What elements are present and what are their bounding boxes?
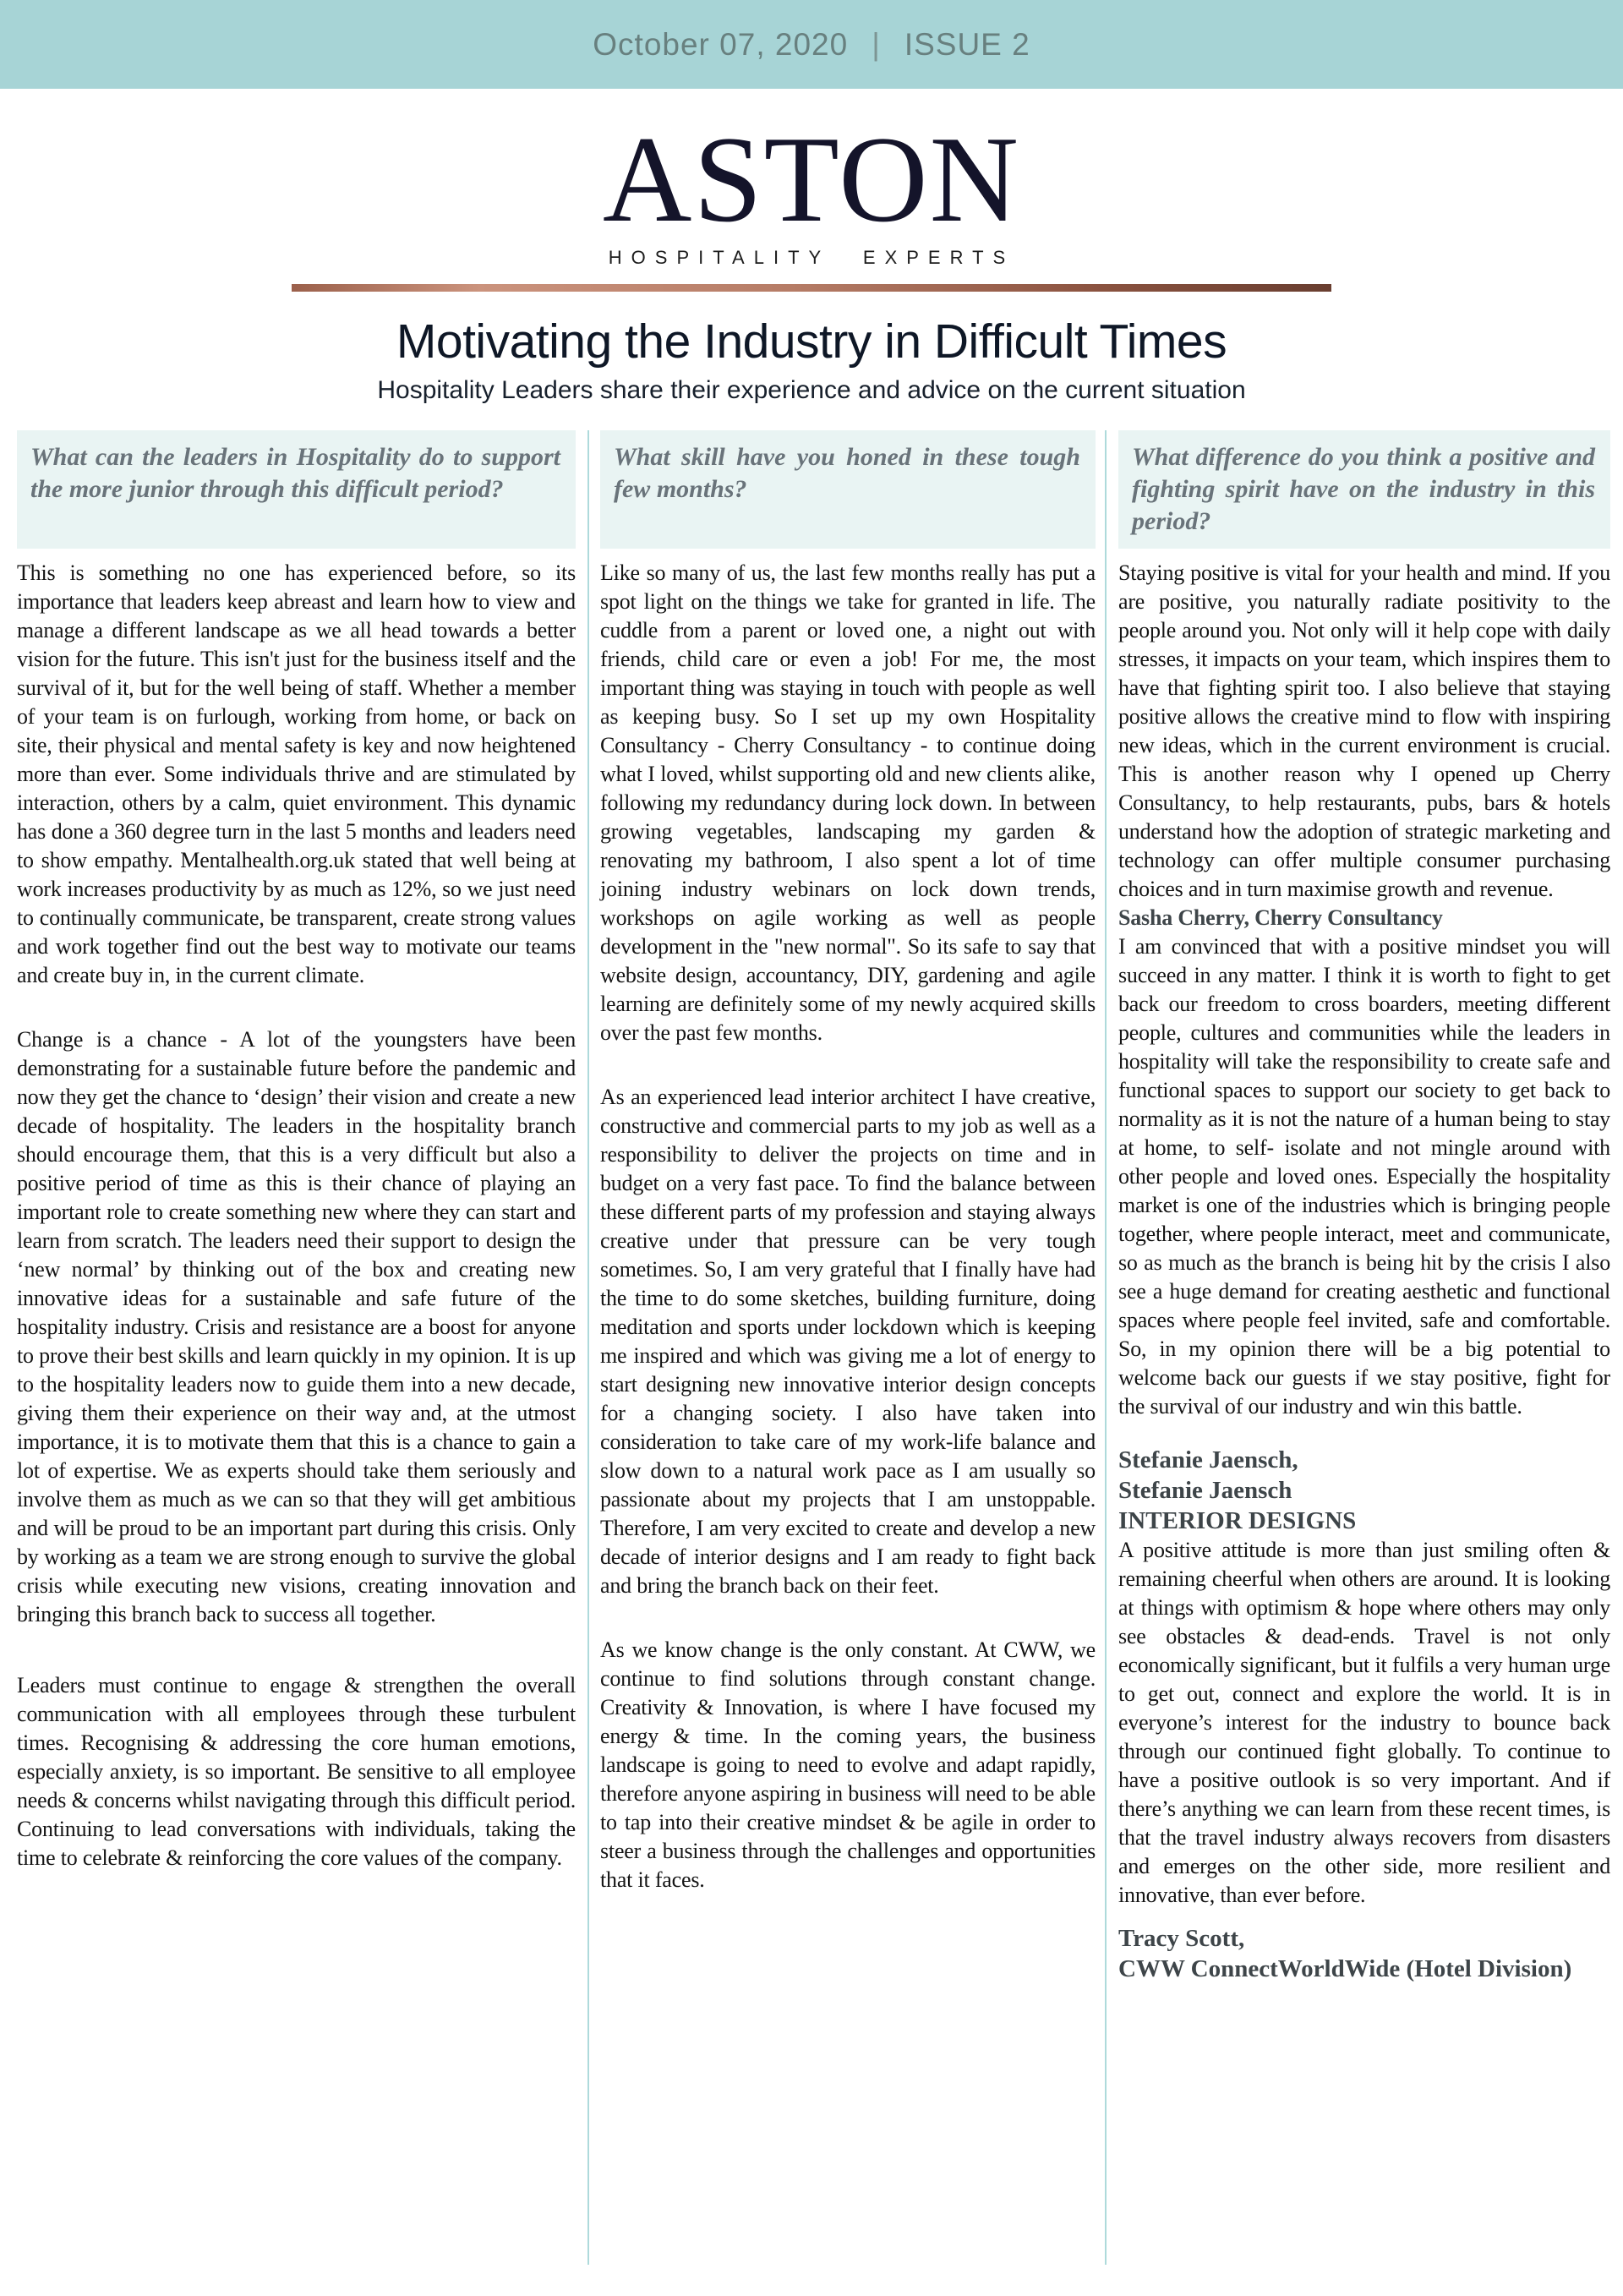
issue-banner (0, 0, 1623, 89)
column-1-paragraph-2: Change is a chance - A lot of the youngsters have been demonstrating for a sustainable future before the pandemic and now they get the chance to ‘design’ their vision and create a new decade of hospitality. The leaders in the hospitality branch should encourage them, that this is a very difficult but also a positive period of time as this is their chance of playing an important role to create something new where they can start and learn from scratch. The leaders need their support to design the ‘new normal’ by thinking out of the box and creating new innovative ideas for a sustainable and safe future of the hospitality industry. Crisis and resistance are a boost for anyone to prove their best skills and learn quickly in my opinion. It is up to the hospitality leaders now to guide them into a new decade, giving them their experience on their way and, at the utmost importance, it is to motivate them that this is a chance to gain a lot of expertise. We as experts should take them seriously and involve them as much as we can so that they will get ambitious and will be proud to be an important part during this crisis. Only by working as a team we are strong enough to survive the global crisis while executing new visions, creating innovation and bringing this branch back to success all together. (17, 1026, 576, 1626)
column-2-paragraph-1: Like so many of us, the last few months really has put a spot light on the things we take for granted in life. The cuddle from a parent or loved one, a night out with friends, child care or even a job! For me, the most important thing was staying in touch with people as well as keeping busy. So I set up my own Hospitality Consultancy - Cherry Consultancy - to continue doing what I loved, whilst supporting old and new clients alike, following my redundancy during lock down. In between growing vegetables, landscaping my garden & renovating my bathroom, I also spent a lot of time joining industry webinars on lock down trends, workshops on agile working as well as people development in the "new normal". So its safe to say that website design, accountancy, DIY, gardening and agile learning are definitely some of my newly acquired skills over the past few months. (600, 560, 1096, 1045)
column-1-body (17, 549, 576, 1872)
attribution-line: Tracy Scott, (1118, 1924, 1245, 1952)
aston-logo (0, 111, 1623, 269)
column-1-paragraph-1: This is something no one has experienced before, so its importance that leaders keep abreast and learn how to view and manage a different landscape as we all head towards a better vision for the future. This isn't just for the business itself and the survival of it, but for the well being of staff. Whether a member of your team is on furlough, working from home, or back on site, their physical and mental safety is key and now heightened more than ever. Some individuals thrive and are stimulated by interaction, others by a calm, quiet environment. This dynamic has done a 360 degree turn in the last 5 months and leaders need to show empathy. Mentalhealth.org.uk stated that well being at work increases productivity by as much as 12%, so we just need to continually communicate, be transparent, create strong values and work together find out the best way to motivate our teams and create buy in, in the current climate. (17, 560, 576, 987)
column-2-paragraph-2: As an experienced lead interior architect I have creative, constructive and commercial parts to my job as well as a responsibility to deliver the projects on time and in budget on a very fast pace. To find the balance between these different parts of my profession and staying always creative under that pressure can be very tough sometimes. So, I am very grateful that I finally have had the time to do some sketches, building furniture, doing meditation and sports under lockdown which is keeping me inspired and which was giving me a lot of energy to start designing new innovative interior design concepts for a changing society. I also have taken into consideration to take care of my work-life balance and slow down to a natural work pace as I am usually so passionate about my projects that I am unstoppable. Therefore, I am very excited to create and develop a new decade of interior designs and I am ready to fight back and bring the branch back on their feet. (600, 1084, 1096, 1598)
attribution-stefanie-jaensch (1118, 1445, 1610, 1536)
column-3-paragraph-2: I am convinced that with a positive mindset you will succeed in any matter. I think it is worth to fight to get back our freedom to cross boarders, meeting different people, cultures and communities while the leaders in hospitality will take the responsibility to create safe and functional spaces to support our society to get back to normality as it is not the nature of a human being to stay at home, to self- isolate and not mingle around with other people and loved ones. Especially the hospitality market is one of the industries which is bringing people together, where people interact, meet and communicate, so as much as the branch is being hit by the crisis I also see a huge demand for creating aesthetic and functional spaces where people feel invited, safe and comfortable. So, in my opinion there will be a big potential to welcome back our guests if we stay positive, fight for the survival of our industry and win this battle. (1118, 933, 1610, 1419)
column-positive-spirit (1105, 430, 1610, 2265)
column-leaders-support (17, 430, 587, 2265)
logo-tagline: HOSPITALITY EXPERTS (608, 246, 1015, 268)
banner-issue: ISSUE 2 (904, 26, 1030, 62)
banner-separator: | (872, 26, 881, 62)
question-1: What can the leaders in Hospitality do to support the more junior through this difficult period? (17, 430, 576, 549)
page-subtitle: Hospitality Leaders share their experience and advice on the current situation (377, 375, 1246, 404)
column-3-body (1118, 549, 1610, 1984)
column-3-paragraph-1: Staying positive is vital for your health and mind. If you are positive, you naturally radiate positivity to the people around you. Not only will it help cope with daily stresses, it impacts on your team, which inspires them to have that fighting spirit too. I also believe that staying positive allows the creative mind to flow with inspiring new ideas, which in the current environment is crucial. This is another reason why I opened up Cherry Consultancy, to help restaurants, pubs, bars & hotels understand how the adoption of strategic marketing and technology can offer multiple consumer purchasing choices and in turn maximise growth and revenue. (1118, 560, 1610, 901)
column-1-paragraph-3: Leaders must continue to engage & strengthen the overall communication with all employees through these turbulent times. Recognising & addressing the core human emotions, especially anxiety, is so important. Be sensitive to all employee needs & concerns whilst navigating through this difficult period. Continuing to lead conversations with individuals, taking the time to celebrate & reinforcing the core values of the company. (17, 1672, 576, 1870)
column-skills-honed (587, 430, 1105, 2265)
column-3-paragraph-3: A positive attitude is more than just smiling often & remaining cheerful when others are around. It is looking at things with optimism & hope where others may only see obstacles & dead-ends. Travel is not only economically significant, but it fulfils a very human urge to get out, connect and explore the world. It is in everyone’s interest for the industry to bounce back through our continued fight globally. To continue to have a positive outlook is so very important. And if there’s anything we can learn from these recent times, is that the travel industry always recovers from disasters and emerges on the other side, more resilient and innovative, than ever before. (1118, 1537, 1610, 1907)
attribution-line: Stefanie Jaensch, (1118, 1446, 1298, 1473)
question-3: What difference do you think a positive and fighting spirit have on the industry in this period? (1118, 430, 1610, 549)
question-2: What skill have you honed in these tough few months? (600, 430, 1096, 549)
attribution-line: INTERIOR DESIGNS (1118, 1506, 1357, 1534)
attribution-sasha-cherry: Sasha Cherry, Cherry Consultancy (1118, 905, 1443, 930)
attribution-tracy-scott (1118, 1923, 1610, 1984)
copper-divider-line (292, 284, 1331, 292)
logo-wordmark: ASTON (602, 111, 1021, 248)
article-columns (17, 430, 1610, 2265)
attribution-line: Stefanie Jaensch (1118, 1476, 1292, 1504)
page-title: Motivating the Industry in Difficult Times (396, 314, 1227, 369)
column-2-body (600, 549, 1096, 1894)
column-2-paragraph-3: As we know change is the only constant. At CWW, we continue to find solutions through constant change. Creativity & Innovation, is where I have focused my energy & time. In the coming years, the business landscape is going to need to evolve and adapt rapidly, therefore anyone aspiring in business will need to be able to tap into their creative mindset & be agile in order to steer a business through the challenges and opportunities that it faces. (600, 1637, 1096, 1892)
attribution-line: CWW ConnectWorldWide (Hotel Division) (1118, 1954, 1572, 1982)
banner-date: October 07, 2020 (593, 26, 849, 62)
